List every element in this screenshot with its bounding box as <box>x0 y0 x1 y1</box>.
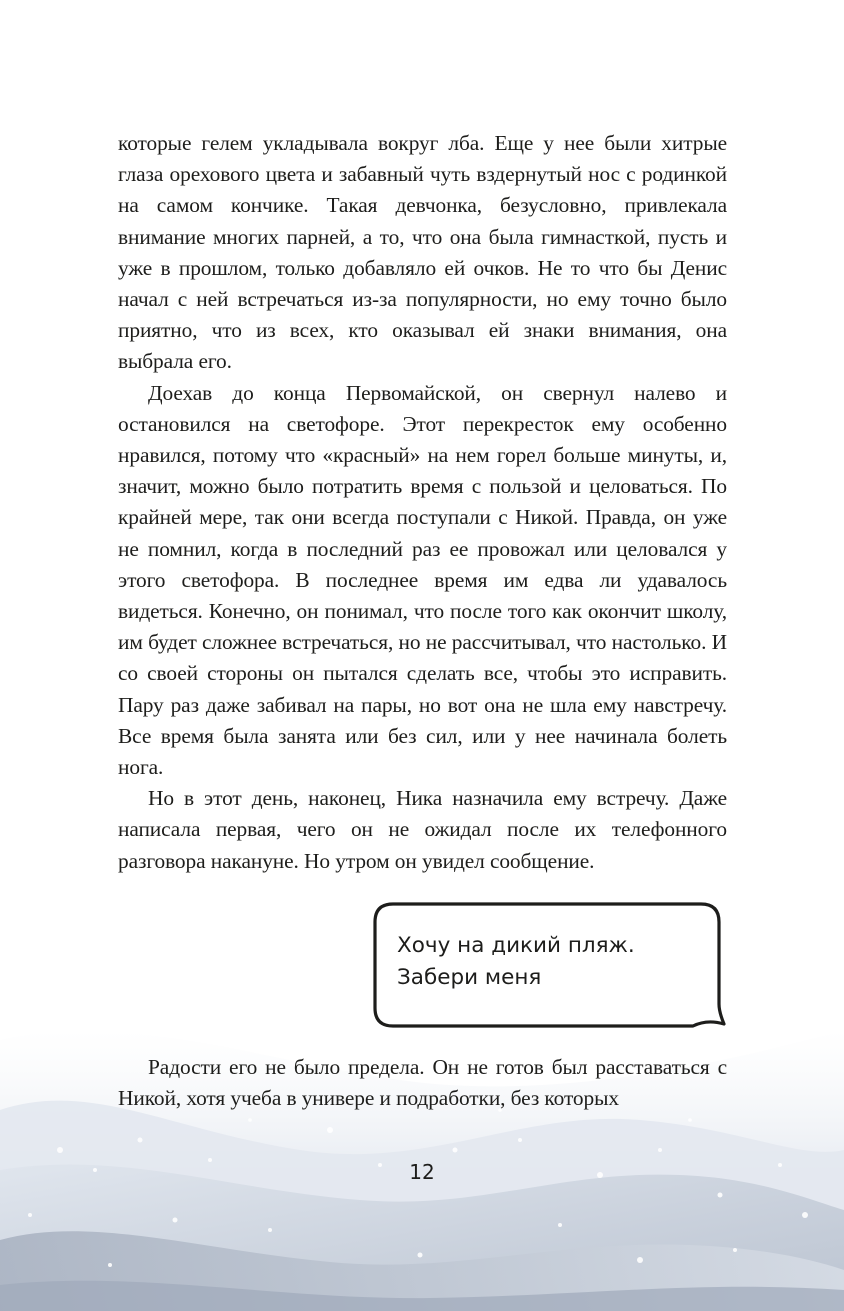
watercolor-waves-decoration <box>0 1000 844 1311</box>
chat-message-bubble <box>371 900 726 1028</box>
message-line: Забери меня <box>397 965 542 990</box>
paragraph: Радости его не было предела. Он не готов был расставаться с Никой, хотя учеба в универе и подработки, без которых <box>118 1055 727 1111</box>
paragraph: Доехав до конца Первомайской, он свернул налево и остановился на светофоре. Этот перекресток ему особенно нравился, потому что «красный» на нем горел больше минуты, и, значит, можно было потратить время с пользой и целоваться. По крайней мере, так они всегда поступали с Никой. Правда, он уже не помнил, когда в последний раз ее провожал или целовался у этого светофора. В последнее время им едва ли удавалось видеться. Конечно, он понимал, что после того как окончит школу, им будет сложнее встречаться, но не рассчитывал, что настолько. И со своей стороны он пытался сделать все, чтобы это исправить. Пару раз даже забивал на пары, но вот она не шла ему навстречу. Все время была занята или без сил, или у нее начинала болеть нога. <box>118 380 727 780</box>
message-line: Хочу на дикий пляж. <box>397 933 635 958</box>
body-text-top <box>118 128 727 877</box>
body-text-bottom <box>118 1052 727 1114</box>
page-number: 12 <box>409 1160 435 1184</box>
paragraph: которые гелем укладывала вокруг лба. Еще у нее были хитрые глаза орехового цвета и забавный чуть вздернутый нос с родинкой на самом кончике. Такая девчонка, безусловно, привлекала внимание многих парней, а то, что она была гимнасткой, пусть и уже в прошлом, только добавляло ей очков. Не то что бы Денис начал с ней встречаться из-за популярности, но ему точно было приятно, что из всех, кто оказывал ей знаки внимания, она выбрала его. <box>118 131 727 374</box>
paragraph: Но в этот день, наконец, Ника назначила ему встречу. Даже написала первая, чего он не ожидал после их телефонного разговора накануне. Но утром он увидел сообщение. <box>118 786 727 873</box>
